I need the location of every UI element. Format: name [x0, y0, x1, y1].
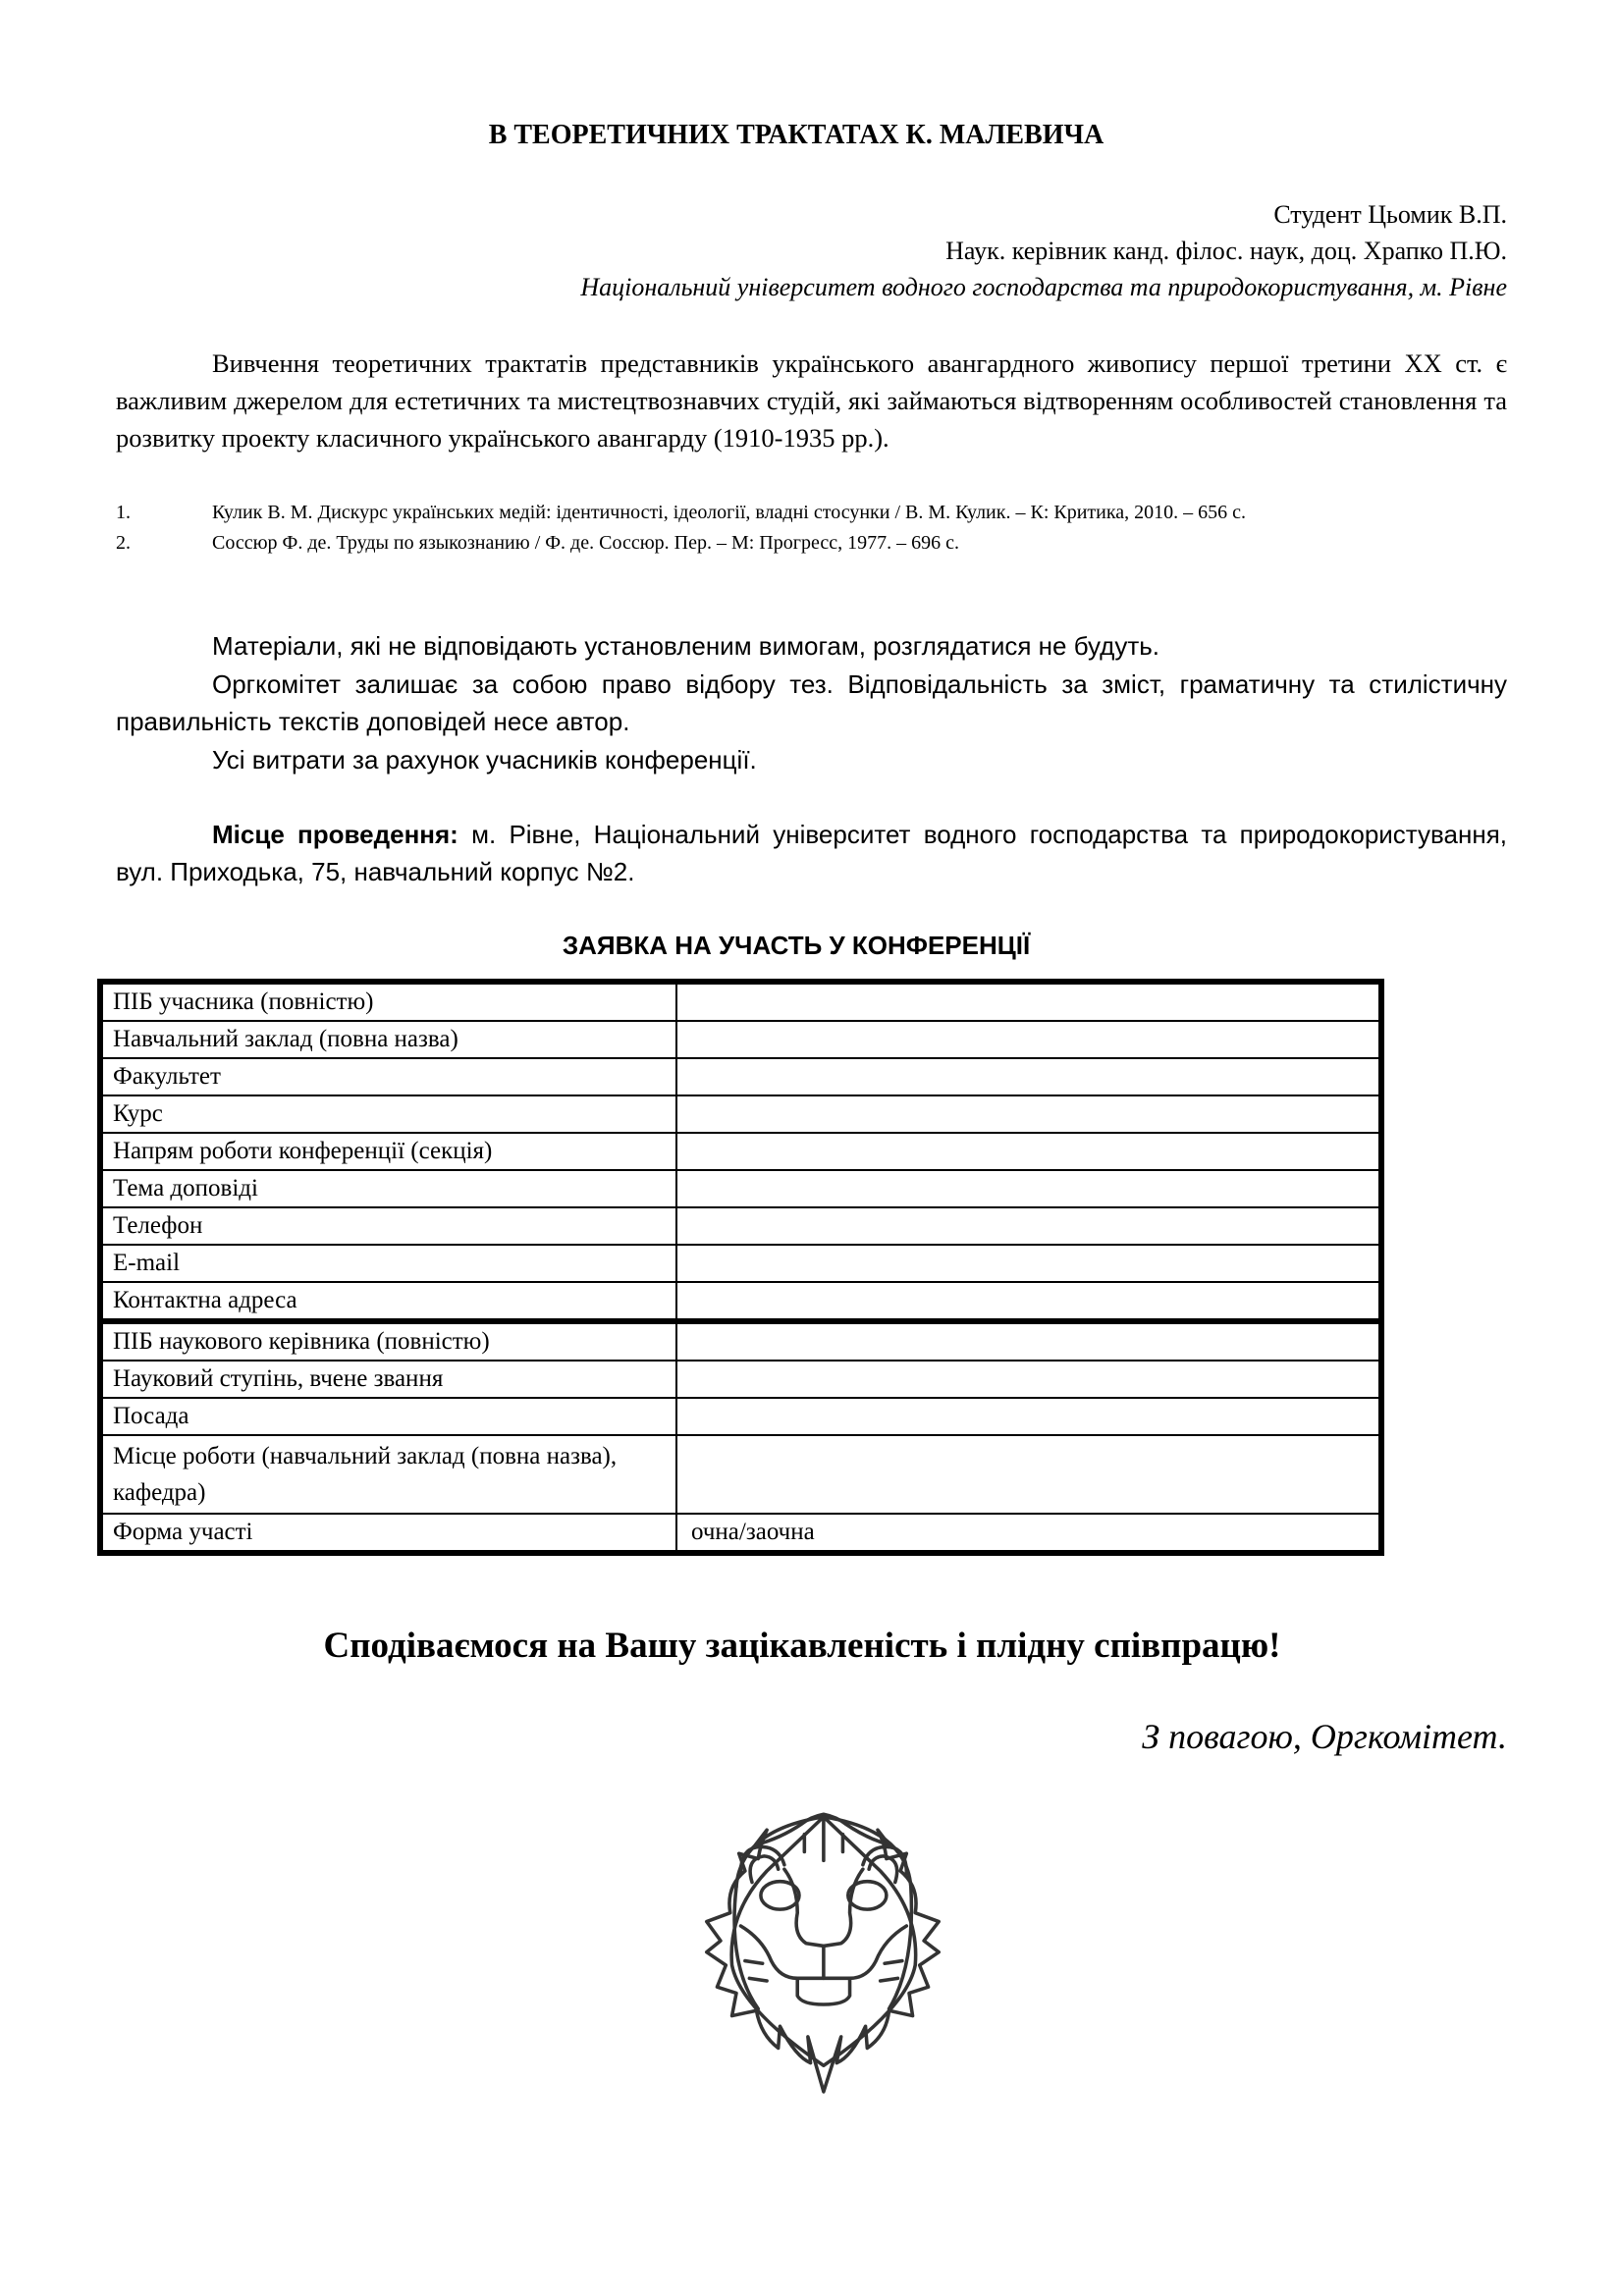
- field-value-email[interactable]: [676, 1245, 1381, 1282]
- table-row: [100, 1245, 1381, 1282]
- page-title: В ТЕОРЕТИЧНИХ ТРАКТАТАХ К. МАЛЕВИЧА: [488, 120, 1104, 150]
- field-label: Науковий ступінь, вчене звання: [100, 1361, 676, 1398]
- field-label: Форма участі: [100, 1514, 676, 1553]
- reference-number: 2.: [116, 532, 131, 554]
- table-row: [100, 1058, 1381, 1095]
- lion-head-icon: [658, 1789, 972, 2142]
- field-label: Посада: [100, 1398, 676, 1435]
- table-row: [100, 1021, 1381, 1058]
- venue-label: Місце проведення:: [212, 820, 458, 849]
- table-row: [100, 1170, 1381, 1207]
- table-row: [100, 1514, 1381, 1553]
- field-value-participation-form[interactable]: очна/заочна: [676, 1514, 1381, 1553]
- field-label: Напрям роботи конференції (секція): [100, 1133, 676, 1170]
- form-title: ЗАЯВКА НА УЧАСТЬ У КОНФЕРЕНЦІЇ: [562, 931, 1031, 960]
- note-paragraph: Оргкомітет залишає за собою право відбору тез. Відповідальність за зміст, граматичну та стилістичну правильність текстів доповідей несе автор.: [116, 668, 1507, 736]
- references-list: [116, 498, 1507, 559]
- field-label: Тема доповіді: [100, 1170, 676, 1207]
- table-row: [100, 1321, 1381, 1361]
- field-label: E-mail: [100, 1245, 676, 1282]
- field-label: Контактна адреса: [100, 1282, 676, 1321]
- signature: З повагою, Оргкомітет.: [1142, 1717, 1507, 1756]
- supervisor-name: Наук. керівник канд. філос. наук, доц. Храпко П.Ю.: [945, 237, 1507, 265]
- notes-block: [116, 627, 1507, 778]
- application-form-table: [97, 979, 1384, 1556]
- venue-paragraph: [116, 816, 1507, 890]
- table-row: [100, 1398, 1381, 1435]
- note-paragraph: Усі витрати за рахунок учасників конференції.: [212, 744, 757, 774]
- field-value-faculty[interactable]: [676, 1058, 1381, 1095]
- affiliation: Національний університет водного господарства та природокористування, м. Рівне: [580, 273, 1507, 301]
- table-row: [100, 1435, 1381, 1514]
- field-value-degree[interactable]: [676, 1361, 1381, 1398]
- field-value-workplace[interactable]: [676, 1435, 1381, 1514]
- venue-text: м. Рівне, Національний університет водного господарства та природокористування, вул. Приходька, 75, навчальний корпус №2.: [116, 820, 1508, 886]
- field-value-topic[interactable]: [676, 1170, 1381, 1207]
- field-value-address[interactable]: [676, 1282, 1381, 1321]
- field-label: Факультет: [100, 1058, 676, 1095]
- field-value-participant-name[interactable]: [676, 982, 1381, 1021]
- reference-item: [116, 528, 1507, 559]
- reference-number: 1.: [116, 502, 131, 523]
- field-value-phone[interactable]: [676, 1207, 1381, 1245]
- field-label: ПІБ учасника (повністю): [100, 982, 676, 1021]
- table-row: [100, 1282, 1381, 1321]
- field-value-supervisor-name[interactable]: [676, 1321, 1381, 1361]
- closing-message: Сподіваємося на Вашу зацікавленість і плідну співпрацю!: [323, 1626, 1281, 1666]
- table-row: [100, 1095, 1381, 1133]
- field-value-institution[interactable]: [676, 1021, 1381, 1058]
- abstract-paragraph: Вивчення теоретичних трактатів представників українського авангардного живопису першої третини ХХ ст. є важливим джерелом для естетичних та мистецтвознавчих студій, які займаються відтворенням особливостей становлення та розвитку проекту класичного українського авангарду (1910-1935 рр.).: [116, 348, 1507, 453]
- table-row: [100, 1207, 1381, 1245]
- field-value-course[interactable]: [676, 1095, 1381, 1133]
- field-label: Місце роботи (навчальний заклад (повна назва), кафедра): [100, 1435, 676, 1514]
- field-label: Телефон: [100, 1207, 676, 1245]
- reference-text: Соссюр Ф. де. Труды по языкознанию / Ф. де. Соссюр. Пер. – М: Прогресс, 1977. – 696 с.: [212, 532, 959, 554]
- field-label: Навчальний заклад (повна назва): [100, 1021, 676, 1058]
- field-label: Курс: [100, 1095, 676, 1133]
- author-block: [580, 196, 1507, 305]
- table-row: [100, 982, 1381, 1021]
- field-value-section[interactable]: [676, 1133, 1381, 1170]
- field-value-position[interactable]: [676, 1398, 1381, 1435]
- reference-text: Кулик В. М. Дискурс українських медій: ідентичності, ідеології, владні стосунки / В. М. Кулик. – К: Критика, 2010. – 656 с.: [212, 502, 1247, 523]
- field-label: ПІБ наукового керівника (повністю): [100, 1321, 676, 1361]
- note-paragraph: Матеріали, які не відповідають установленим вимогам, розглядатися не будуть.: [212, 631, 1160, 661]
- table-row: [100, 1361, 1381, 1398]
- reference-item: [116, 498, 1507, 528]
- table-row: [100, 1133, 1381, 1170]
- student-name: Студент Цьомик В.П.: [1273, 200, 1507, 229]
